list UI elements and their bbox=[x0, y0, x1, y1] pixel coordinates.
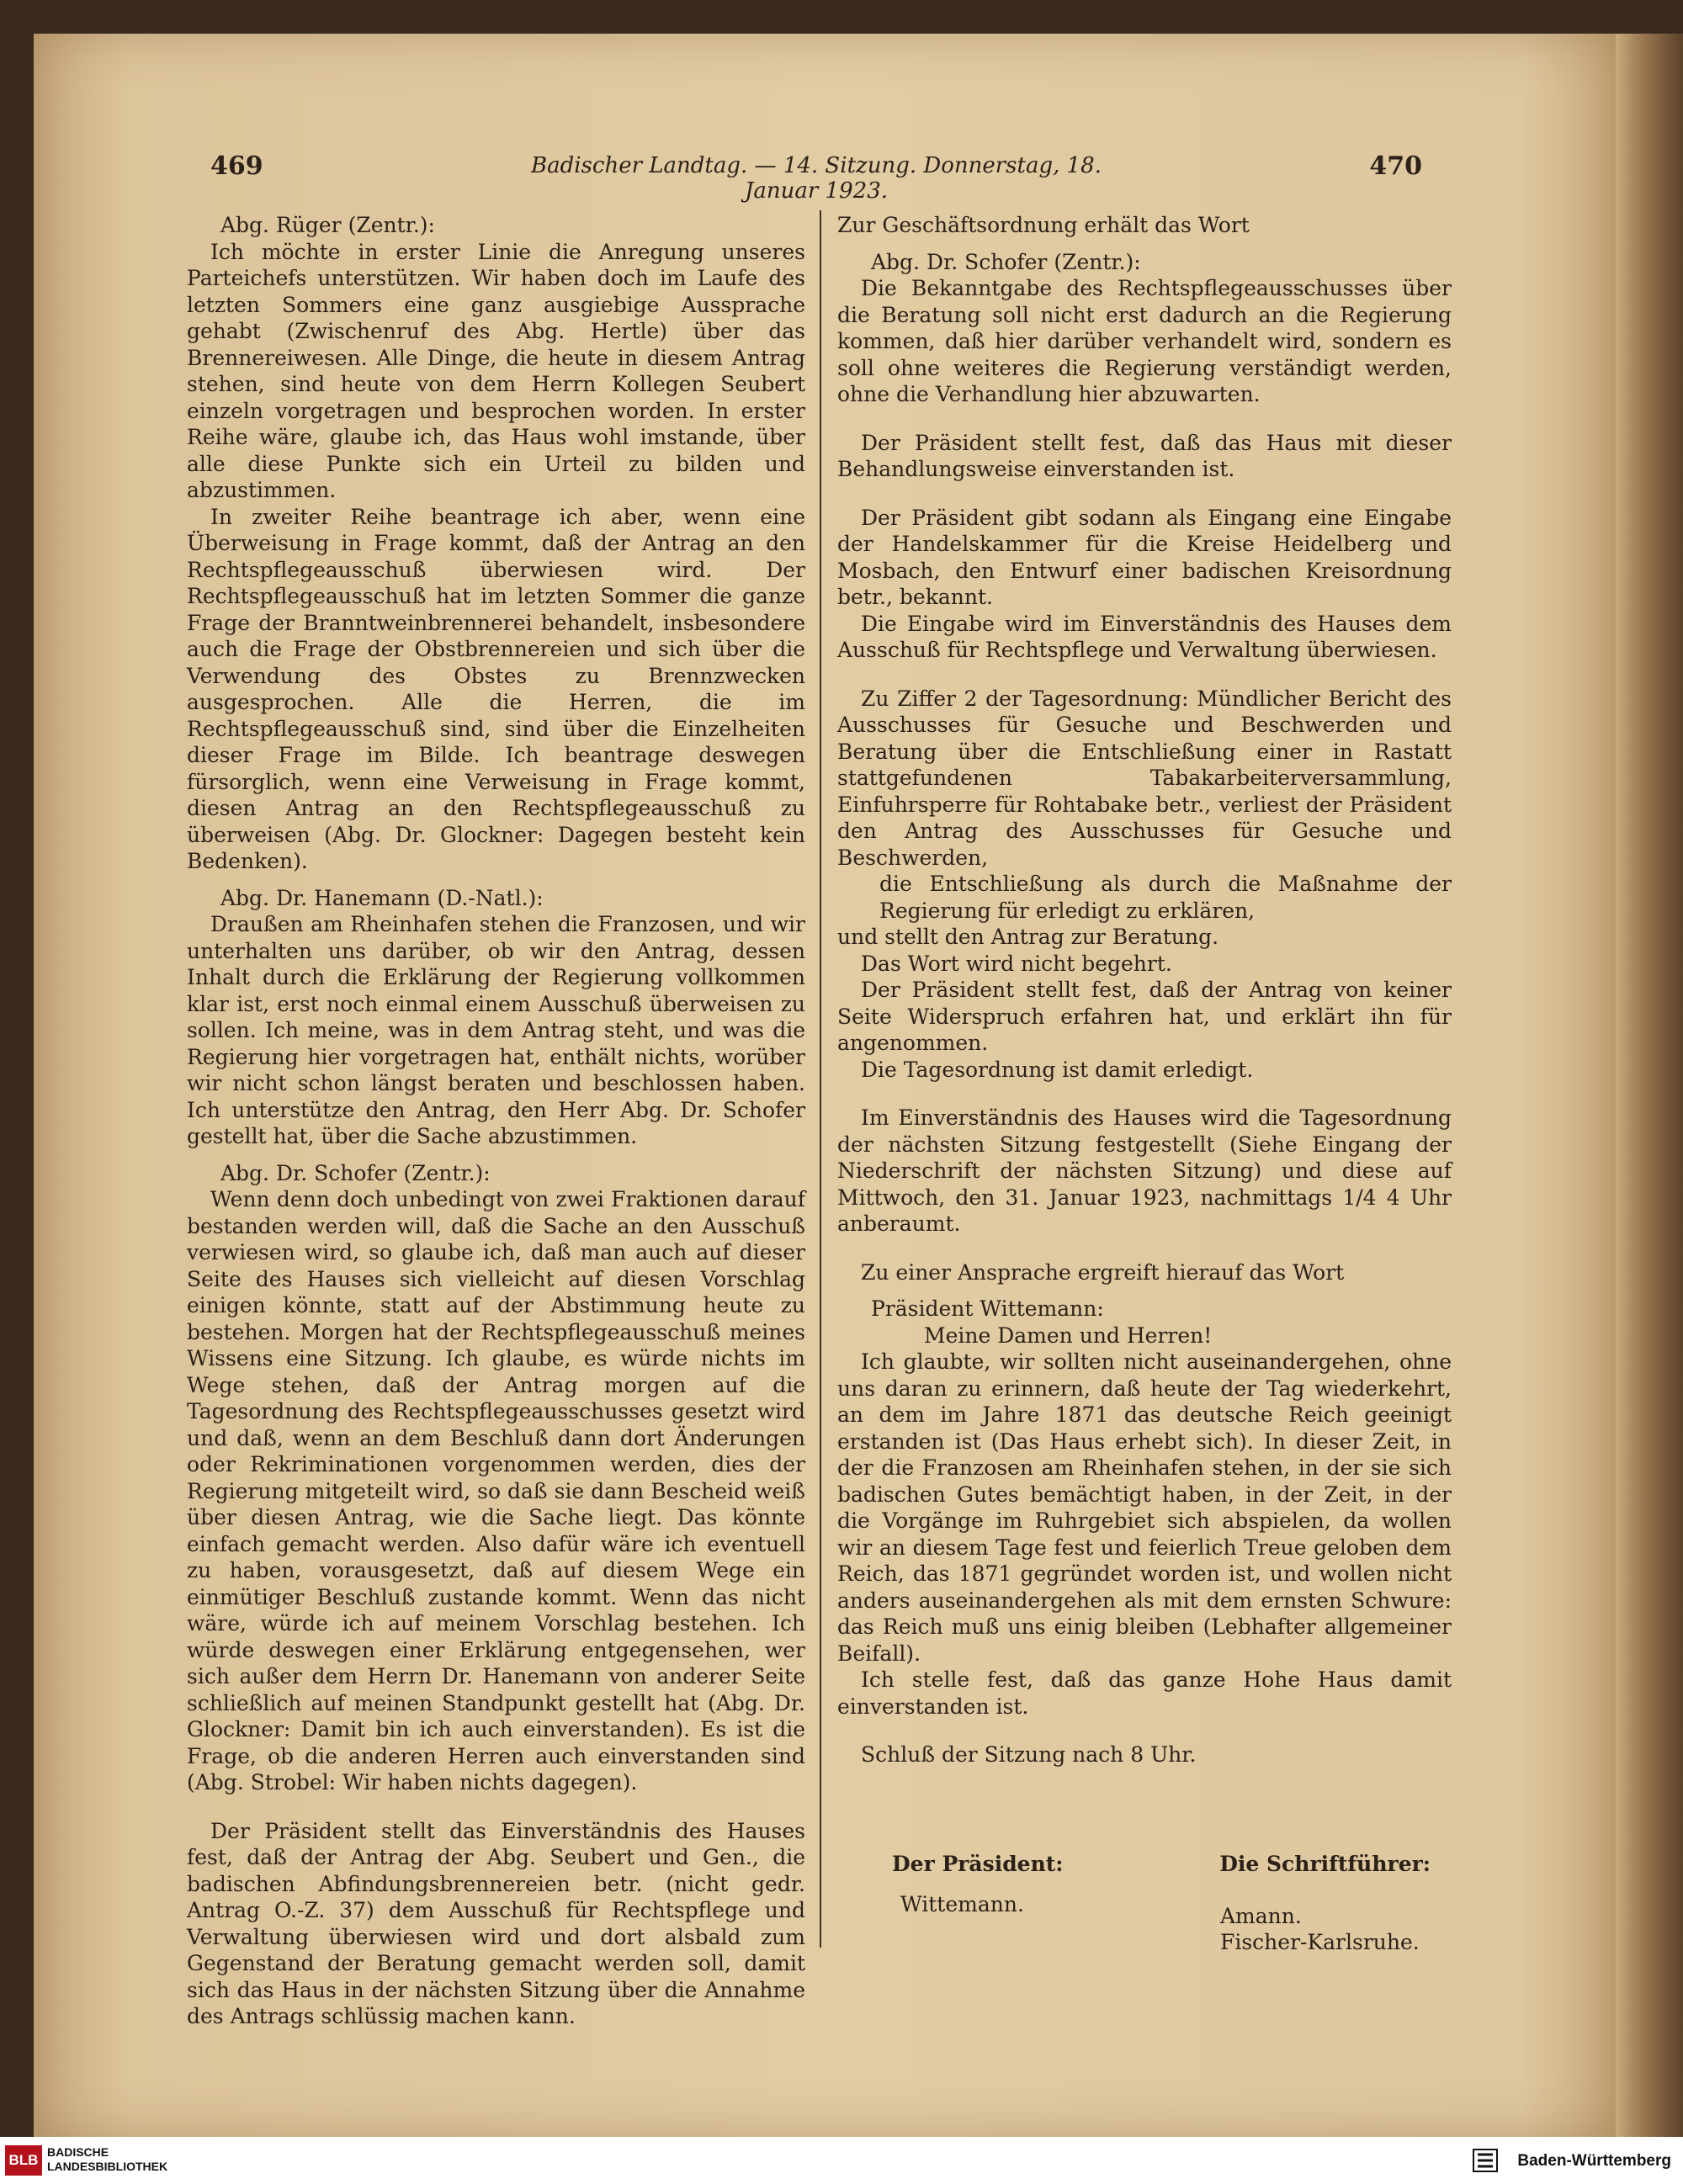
president-name: Wittemann. bbox=[900, 1892, 1024, 1916]
left-column-paragraph: Der Präsident stellt das Einverständnis des Hauses fest, daß der Antrag der Abg. Seubert und Gen., die badischen Abfindungsbrennereien betr. (nicht gedr. Antrag O.-Z. 37) dem Ausschuß für Rechtspflege und Verwaltung überwiesen wird und dort alsbald zum Gegenstand der Beratung gemacht werden soll, damit sich das Haus in der nächsten Sitzung über die Annahme des Antrags schlüssig machen kann. bbox=[187, 1818, 805, 2028]
page-number-left: 469 bbox=[210, 151, 263, 181]
baden-wuerttemberg-lion-icon bbox=[1471, 2147, 1500, 2174]
right-column-paragraph: Präsident Wittemann: bbox=[871, 1296, 1104, 1321]
page-number-right: 470 bbox=[1369, 151, 1422, 181]
right-column-paragraph: Der Präsident stellt fest, daß das Haus mit dieser Behandlungsweise einverstanden ist. bbox=[837, 430, 1452, 481]
left-column bbox=[187, 212, 805, 2030]
president-title: Der Präsident: bbox=[892, 1852, 1064, 1876]
right-column-paragraph: Das Wort wird nicht begehrt. bbox=[861, 951, 1172, 976]
right-column-paragraph: Der Präsident stellt fest, daß der Antrag von keiner Seite Widerspruch erfahren hat, und erklärt ihn für angenommen. bbox=[837, 978, 1452, 1055]
blb-line-1: BADISCHE bbox=[47, 2145, 109, 2159]
right-column-paragraph: Zu Ziffer 2 der Tagesordnung: Mündlicher Bericht des Ausschusses für Gesuche und Beschwerden und Beratung über die Entschließung einer in Rastatt stattgefundenen Tabakarbeiterversammlung, Einfuhrsperre für Rohtabake betr., verliest der Präsident den Antrag des Ausschusses für Gesuche und Beschwerden, bbox=[837, 686, 1452, 870]
right-column-paragraph: Meine Damen und Herren! bbox=[924, 1323, 1213, 1348]
secretary-2: Fischer-Karlsruhe. bbox=[1220, 1930, 1420, 1954]
left-column-paragraph: Draußen am Rheinhafen stehen die Franzosen, und wir unterhalten uns darüber, ob wir den Antrag, dessen Inhalt durch die Erklärung der Regierung vollkommen klar ist, erst noch einmal einem Ausschuß überweisen zu sollen. Ich meine, was in dem Antrag steht, und was die Regierung hier vorgetragen hat, enthält nichts, worüber wir nicht schon längst beraten und beschlossen haben. Ich unterstütze den Antrag, den Herr Abg. Dr. Schofer gestellt hat, über die Sache abzustimmen. bbox=[187, 912, 805, 1148]
right-column-paragraph: Ich stelle fest, daß das ganze Hohe Haus damit einverstanden ist. bbox=[837, 1667, 1452, 1719]
right-column-paragraph: Die Bekanntgabe des Rechtspflegeausschusses über die Beratung soll nicht erst dadurch an die Regierung kommen, daß hier darüber verhandelt wird, sondern es soll ohne weiteres die Regierung verständigt werden, ohne die Verhandlung hier abzuwarten. bbox=[837, 276, 1452, 406]
left-column-paragraph: Wenn denn doch unbedingt von zwei Fraktionen darauf bestanden werden will, daß die Sache an den Ausschuß verwiesen wird, so glaube ich, daß man auch auf dieser Seite des Hauses sich vielleicht auf diesen Vorschlag einigen könnte, statt auf der Abstimmung heute zu bestehen. Morgen hat der Rechtspflegeausschuß meines Wissens eine Sitzung. Ich glaube, es würde nichts im Wege stehen, daß der Antrag morgen auf die Tagesordnung des Rechtspflegeausschusses gesetzt wird und daß, wenn an dem Beschluß dann dort Änderungen oder Rekriminationen vorgenommen werden, dies der Regierung mitgeteilt wird, so daß sie dann Bescheid weiß über diesen Antrag, wie die Sache liegt. Das könnte einfach gemacht werden. Also dafür wäre ich eventuell zu haben, vorausgesetzt, daß auf diesem Wege ein einmütiger Beschluß zustande kommt. Wenn das nicht wäre, würde ich auf meinem Vorschlag bestehen. Ich würde deswegen einer Erklärung entgegensehen, wer sich außer dem Herrn Dr. Hanemann von anderer Seite schließlich auf meinen Standpunkt gestellt hat (Abg. Dr. Glockner: Damit bin ich auch einverstanden). Es ist die Frage, ob die anderen Herren auch einverstanden sind (Abg. Strobel: Wir haben nichts dagegen). bbox=[187, 1187, 805, 1794]
left-column-paragraph: In zweiter Reihe beantrage ich aber, wenn eine Überweisung in Frage kommt, daß der Antrag an den Rechtspflegeausschuß überwiesen wird. Der Rechtspflegeausschuß hat im letzten Sommer die ganze Frage der Branntweinbrennerei behandelt, insbesondere auch die Frage der Obstbrennereien und sich über die Verwendung des Obstes zu Brennzwecken ausgesprochen. Alle die Herren, die im Rechtspflegeausschuß sind, sind über die Einzelheiten dieser Frage im Bilde. Ich beantrage deswegen fürsorglich, wenn eine Verweisung in Frage kommt, diesen Antrag an den Rechtspflegeausschuß zu überweisen (Abg. Dr. Glockner: Dagegen besteht kein Bedenken). bbox=[187, 504, 805, 873]
right-column-paragraph: Im Einverständnis des Hauses wird die Tagesordnung der nächsten Sitzung festgestellt (Siehe Eingang der Niederschrift der nächsten Sitzung) und diese auf Mittwoch, den 31. Januar 1923, nachmittags 1/4 4 Uhr anberaumt. bbox=[837, 1105, 1452, 1236]
right-column-paragraph: Die Eingabe wird im Einverständnis des Hauses dem Ausschuß für Rechtspflege und Verwaltung überwiesen. bbox=[837, 611, 1452, 662]
secretary-1: Amann. bbox=[1220, 1904, 1302, 1928]
page-header bbox=[210, 151, 1422, 204]
right-column-paragraph: Abg. Dr. Schofer (Zentr.): bbox=[871, 249, 1141, 274]
right-column-paragraph: Ich glaubte, wir sollten nicht auseinandergehen, ohne uns daran zu erinnern, daß heute der Tag wiederkehrt, an dem im Jahre 1871 das deutsche Reich geeinigt erstanden ist (Das Haus erhebt sich). In dieser Zeit, in der die Franzosen am Rheinhafen stehen, in der sie sich badischen Gutes bemächtigt haben, in der Zeit, in der die Vorgänge im Ruhrgebiet sich abspielen, da wollen wir an diesem Tage fest und feierlich Treue geloben dem Reich, das 1871 gegründet worden ist, und wollen nicht anders auseinandergehen als mit dem ernsten Schwure: das Reich muß uns einig bleiben (Lebhafter allgemeiner Beifall). bbox=[837, 1349, 1452, 1666]
right-column-paragraph: und stellt den Antrag zur Beratung. bbox=[837, 925, 1219, 949]
secretaries-title: Die Schriftführer: bbox=[1219, 1852, 1431, 1876]
baden-wuerttemberg-label[interactable]: Baden-Württemberg bbox=[1517, 2152, 1671, 2170]
running-title: Badischer Landtag. — 14. Sitzung. Donnerstag, 18. Januar 1923. bbox=[530, 153, 1102, 204]
right-column-paragraph: Die Tagesordnung ist damit erledigt. bbox=[861, 1057, 1254, 1082]
left-column-paragraph: Abg. Dr. Hanemann (D.-Natl.): bbox=[220, 885, 544, 910]
column-divider bbox=[820, 210, 821, 1948]
blb-wordmark[interactable] bbox=[47, 2145, 167, 2174]
page-edge-stack bbox=[1616, 34, 1683, 2137]
right-column-paragraph: Der Präsident gibt sodann als Eingang eine Eingabe der Handelskammer für die Kreise Heidelberg und Mosbach, den Entwurf einer badischen Kreisordnung betr., bekannt. bbox=[837, 505, 1452, 609]
right-column bbox=[837, 212, 1452, 1768]
blb-line-2: LANDESBIBLIOTHEK bbox=[47, 2160, 168, 2173]
blb-logo[interactable]: BLB bbox=[5, 2145, 42, 2176]
left-column-paragraph: Ich möchte in erster Linie die Anregung unseres Parteichefs unterstützen. Wir haben doch im Laufe des letzten Sommers eine ganz ausgiebige Aussprache gehabt (Zwischenruf des Abg. Hertle) über das Brennereiwesen. Alle Dinge, die heute in diesem Antrag stehen, sind heute von dem Herrn Kollegen Seubert einzeln vorgetragen und besprochen worden. In erster Reihe wäre, glaube ich, das Haus wohl imstande, über alle diese Punkte sich ein Urteil zu bilden und abzustimmen. bbox=[187, 239, 805, 502]
right-column-paragraph: die Entschließung als durch die Maßnahme der Regierung für erledigt zu erklären, bbox=[879, 872, 1452, 923]
right-column-paragraph: Zur Geschäftsordnung erhält das Wort bbox=[837, 213, 1250, 237]
left-column-paragraph: Abg. Dr. Schofer (Zentr.): bbox=[220, 1160, 491, 1185]
left-column-paragraph: Abg. Rüger (Zentr.): bbox=[220, 213, 435, 237]
right-column-paragraph: Schluß der Sitzung nach 8 Uhr. bbox=[861, 1742, 1197, 1767]
right-column-paragraph: Zu einer Ansprache ergreift hierauf das Wort bbox=[861, 1259, 1345, 1285]
footer-bar bbox=[0, 2137, 1683, 2184]
signature-block bbox=[892, 1851, 1431, 1952]
